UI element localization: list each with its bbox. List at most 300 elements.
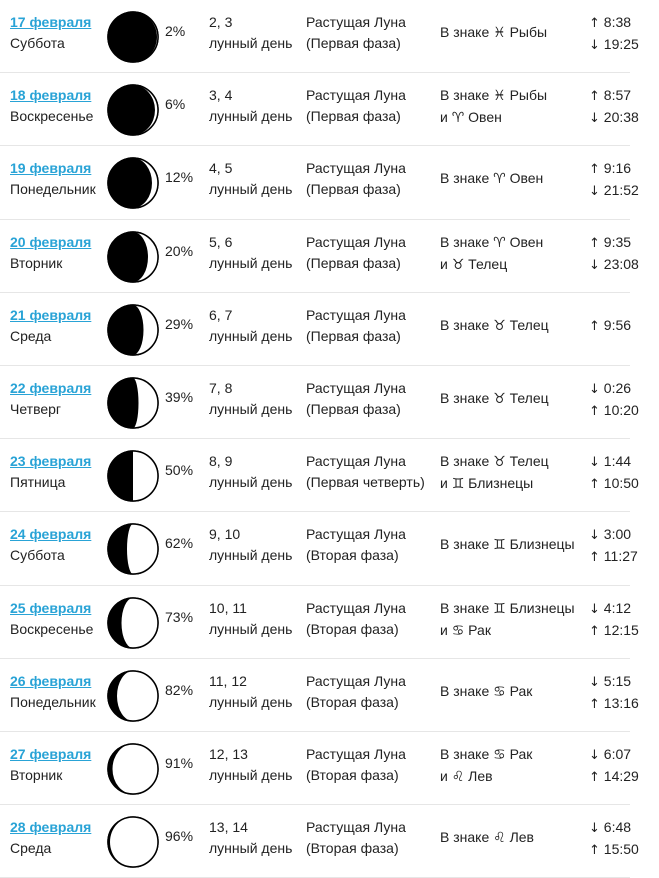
time-value: 23:08 [603,255,639,272]
date-cell [10,158,110,200]
moon-disc [106,83,160,137]
phase-name: (Вторая фаза) [306,840,399,857]
zodiac-symbol-icon: ♋ [493,746,506,763]
moon-state: Растущая Луна [306,87,406,104]
zodiac-prefix: В знаке [440,316,490,333]
lunar-day-label: лунный день [209,35,293,51]
zodiac-symbol-icon: ♋ [493,683,506,700]
table-row-9 [0,586,639,659]
time-value: 20:38 [603,109,639,126]
date-link[interactable]: 28 февраля [10,819,92,836]
moon-phase-cell [306,232,406,274]
moon-disc [106,449,160,503]
arrow-down-icon: ↓ [589,455,600,471]
moonrise-line [589,12,639,34]
moon-phase-icon [106,10,160,64]
illumination-percent: 12% [165,169,194,186]
zodiac-symbol-icon: ♈ [493,171,506,188]
moonset-line [589,34,639,56]
time-value: 8:57 [603,87,632,104]
lunar-day-numbers: 6, 7 [209,306,233,323]
moon-phase-icon [106,230,160,284]
lunar-day-numbers: 8, 9 [209,453,233,470]
rise-set-cell [589,85,639,129]
time-value: 6:07 [603,745,632,762]
zodiac-name: Близнецы [468,475,534,492]
zodiac-prefix: В знаке [440,599,490,616]
rise-set-cell [589,744,639,788]
zodiac-symbol-icon: ♉ [493,317,506,334]
zodiac-name: Телец [509,389,549,406]
moon-disc [106,10,160,64]
moonrise-line [589,85,639,107]
rise-set-cell [589,524,638,568]
moonrise-line [589,839,639,861]
date-cell [10,524,110,566]
time-value: 15:50 [603,841,639,858]
table-row-4 [0,220,639,293]
moonrise-line [589,473,639,495]
time-value: 9:16 [603,160,632,177]
zodiac-name: Лев [468,767,493,784]
date-cell [10,378,110,420]
arrow-up-icon: ↑ [589,550,600,566]
zodiac-prefix: и [440,109,448,126]
zodiac-prefix: В знаке [440,170,490,187]
lunar-day-cell [209,524,292,566]
weekday-label: Среда [10,840,52,857]
moonset-line [589,598,639,620]
moon-lit-part [133,451,158,501]
date-link[interactable]: 24 февраля [10,526,92,543]
zodiac-cell [440,315,549,337]
lunar-day-cell [209,12,292,54]
table-row-3 [0,146,639,219]
moon-state: Растущая Луна [306,160,406,177]
zodiac-line [440,827,534,849]
date-cell [10,817,110,859]
moonrise-line [589,620,639,642]
zodiac-symbol-icon: ♓ [493,25,506,41]
lunar-day-label: лунный день [209,620,293,637]
zodiac-line [440,473,549,495]
zodiac-name: Рыбы [509,87,548,104]
weekday-label: Среда [10,327,52,344]
phase-name: (Первая фаза) [306,108,401,125]
zodiac-cell [440,681,532,703]
lunar-day-numbers: 7, 8 [209,379,233,396]
rise-set-cell [589,598,639,642]
lunar-day-numbers: 5, 6 [209,233,233,250]
time-value: 21:52 [603,182,639,199]
zodiac-prefix: В знаке [440,87,490,104]
lunar-day-numbers: 3, 4 [209,87,233,104]
zodiac-symbol-icon: ♈ [451,110,465,127]
illumination-percent: 20% [165,242,194,259]
lunar-day-numbers: 9, 10 [209,526,241,543]
phase-name: (Вторая фаза) [306,547,399,564]
time-value: 10:50 [603,475,639,492]
zodiac-symbol-icon: ♉ [451,256,465,273]
moon-state: Растущая Луна [306,745,406,762]
zodiac-symbol-icon: ♈ [493,234,506,251]
zodiac-prefix: В знаке [440,682,490,699]
weekday-label: Понедельник [10,181,96,198]
illumination-percent: 39% [165,388,194,405]
zodiac-cell [440,22,547,44]
zodiac-name: Телец [509,453,549,470]
date-link[interactable]: 22 февраля [10,379,92,396]
zodiac-name: Телец [468,255,508,272]
lunar-day-cell [209,305,292,347]
time-value: 3:00 [603,526,632,543]
phase-name: (Первая фаза) [306,400,401,417]
zodiac-name: Близнецы [509,536,575,553]
zodiac-name: Близнецы [509,599,575,616]
zodiac-symbol-icon: ♌ [493,830,506,847]
rise-set-cell [589,671,639,715]
time-value: 9:35 [603,233,632,250]
zodiac-name: Рыбы [509,24,548,40]
time-value: 4:12 [603,599,632,616]
zodiac-line [440,107,547,129]
time-value: 5:15 [603,672,632,689]
moon-phase-cell [306,451,425,493]
date-link[interactable]: 25 февраля [10,599,92,616]
time-value: 19:25 [603,36,639,52]
moonset-line [589,817,639,839]
moon-phase-cell [306,378,406,420]
time-value: 6:48 [603,819,632,836]
phase-name: (Вторая фаза) [306,693,399,710]
moon-phase-cell [306,817,406,859]
moon-phase-cell [306,524,406,566]
date-cell [10,305,110,347]
zodiac-cell [440,534,575,556]
moon-disc [106,815,160,869]
arrow-up-icon: ↑ [589,16,600,31]
lunar-day-label: лунный день [209,693,293,710]
lunar-day-label: лунный день [209,840,293,857]
moon-phase-icon [106,596,160,650]
date-link[interactable]: 23 февраля [10,453,92,470]
arrow-down-icon: ↓ [589,674,600,690]
lunar-day-cell [209,85,292,127]
zodiac-symbol-icon: ♉ [493,390,506,407]
table-row-6 [0,366,639,439]
arrow-down-icon: ↓ [589,38,600,53]
moon-phase-icon [106,303,160,357]
illumination-percent: 6% [165,96,186,113]
lunar-day-cell [209,158,292,200]
zodiac-line [440,766,532,788]
zodiac-name: Рак [509,745,533,762]
illumination-percent: 29% [165,315,194,332]
phase-name: (Первая фаза) [306,35,401,51]
table-row-12 [0,805,639,878]
moon-disc [106,596,160,650]
arrow-down-icon: ↓ [589,601,600,617]
date-link[interactable]: 21 февраля [10,306,92,323]
date-cell [10,451,110,493]
moon-state: Растущая Луна [306,526,406,543]
table-row-8 [0,512,638,585]
lunar-day-cell [209,671,292,713]
date-cell [10,12,110,54]
arrow-up-icon: ↑ [589,235,600,251]
zodiac-cell [440,451,549,495]
moonset-line [589,378,639,400]
table-row-5 [0,293,630,366]
moon-phase-icon [106,376,160,430]
moonset-line [589,671,639,693]
zodiac-line [440,681,532,703]
zodiac-name: Овен [509,170,544,187]
zodiac-symbol-icon: ♊ [451,476,465,493]
zodiac-line [440,534,575,556]
zodiac-line [440,232,543,254]
zodiac-prefix: В знаке [440,745,490,762]
date-link[interactable]: 20 февраля [10,233,92,250]
arrow-up-icon: ↑ [589,318,600,334]
zodiac-cell [440,85,547,129]
rise-set-cell [589,451,639,495]
moon-phase-cell [306,12,406,54]
zodiac-line [440,254,543,276]
zodiac-prefix: В знаке [440,453,490,470]
zodiac-prefix: В знаке [440,389,490,406]
date-link[interactable]: 17 февраля [10,14,92,30]
moonrise-line [589,766,639,788]
phase-name: (Первая четверть) [306,474,425,491]
arrow-down-icon: ↓ [589,747,600,763]
moonset-line [589,107,639,129]
moonrise-line [589,693,639,715]
moon-phase-cell [306,158,406,200]
arrow-up-icon: ↑ [589,162,600,178]
lunar-day-label: лунный день [209,254,293,271]
zodiac-line [440,598,575,620]
arrow-up-icon: ↑ [589,403,600,419]
arrow-up-icon: ↑ [589,696,600,712]
zodiac-line [440,451,549,473]
zodiac-line [440,620,575,642]
arrow-down-icon: ↓ [589,381,600,397]
zodiac-prefix: В знаке [440,536,490,553]
zodiac-name: Лев [509,829,534,846]
lunar-day-cell [209,451,292,493]
moon-disc [106,156,160,210]
time-value: 12:15 [603,621,639,638]
rise-set-cell [589,232,639,276]
time-value: 0:26 [603,379,632,396]
lunar-day-numbers: 13, 14 [209,819,248,836]
date-link[interactable]: 19 февраля [10,160,92,177]
lunar-day-numbers: 10, 11 [209,599,247,616]
weekday-label: Четверг [10,400,62,417]
arrow-down-icon: ↓ [589,821,600,837]
zodiac-prefix: В знаке [440,24,490,40]
moon-phase-cell [306,85,406,127]
lunar-day-label: лунный день [209,181,293,198]
phase-name: (Первая фаза) [306,181,401,198]
zodiac-symbol-icon: ♌ [451,768,465,785]
lunar-day-numbers: 2, 3 [209,14,233,30]
phase-name: (Первая фаза) [306,254,401,271]
date-cell [10,598,110,640]
zodiac-symbol-icon: ♓ [493,88,506,105]
moon-phase-icon [106,156,160,210]
moon-phase-cell [306,305,406,347]
illumination-percent: 91% [165,754,194,771]
moon-state: Растущая Луна [306,453,406,470]
moon-disc [106,742,160,796]
zodiac-cell [440,168,543,190]
arrow-down-icon: ↓ [589,184,600,200]
illumination-percent: 50% [165,462,194,479]
zodiac-cell [440,744,532,788]
moon-state: Растущая Луна [306,14,406,30]
illumination-percent: 73% [165,608,194,625]
moonset-line [589,180,639,202]
zodiac-prefix: и [440,475,448,492]
moon-disc [106,522,160,576]
illumination-percent: 96% [165,828,194,845]
moonrise-line [589,400,639,422]
zodiac-symbol-icon: ♊ [493,600,506,617]
table-row-10 [0,659,639,732]
zodiac-cell [440,827,534,849]
lunar-day-cell [209,378,292,420]
date-cell [10,232,110,274]
weekday-label: Воскресенье [10,108,94,125]
lunar-day-label: лунный день [209,108,293,125]
arrow-up-icon: ↑ [589,623,600,639]
date-link[interactable]: 18 февраля [10,87,92,104]
lunar-day-label: лунный день [209,327,293,344]
phase-name: (Первая фаза) [306,327,401,344]
lunar-day-cell [209,817,292,859]
moonset-line [589,451,639,473]
phase-name: (Вторая фаза) [306,620,399,637]
time-value: 10:20 [603,401,639,418]
zodiac-name: Овен [468,109,502,126]
zodiac-line [440,22,547,44]
table-row-7 [0,439,639,512]
moon-phase-cell [306,744,406,786]
lunar-day-cell [209,232,292,274]
zodiac-cell [440,598,575,642]
date-link[interactable]: 27 февраля [10,745,92,762]
zodiac-cell [440,232,543,276]
arrow-up-icon: ↑ [589,477,600,493]
zodiac-name: Овен [509,233,544,250]
moon-lit-part [127,524,158,574]
moonrise-line [589,232,639,254]
time-value: 13:16 [603,694,639,711]
moon-disc [106,376,160,430]
zodiac-symbol-icon: ♊ [493,537,506,554]
illumination-percent: 82% [165,681,194,698]
lunar-day-cell [209,598,292,640]
zodiac-prefix: и [440,767,448,784]
zodiac-name: Рак [509,682,533,699]
lunar-day-numbers: 4, 5 [209,160,233,177]
moon-phase-icon [106,742,160,796]
moon-lit-part [122,598,158,648]
zodiac-prefix: В знаке [440,829,490,846]
zodiac-line [440,168,543,190]
moonrise-line [589,546,638,568]
weekday-label: Суббота [10,547,65,564]
zodiac-symbol-icon: ♉ [493,454,506,471]
zodiac-line [440,744,532,766]
arrow-up-icon: ↑ [589,769,600,785]
moonrise-line [589,315,631,337]
moonrise-line [589,158,639,180]
zodiac-name: Телец [509,316,549,333]
time-value: 8:38 [603,14,632,30]
illumination-percent: 2% [165,23,186,39]
weekday-label: Пятница [10,474,66,491]
time-value: 14:29 [603,767,639,784]
weekday-label: Понедельник [10,693,96,710]
moonset-line [589,524,638,546]
moon-disc [106,303,160,357]
moon-phase-icon [106,83,160,137]
moon-state: Растущая Луна [306,599,406,616]
date-cell [10,85,110,127]
date-link[interactable]: 26 февраля [10,672,92,689]
weekday-label: Суббота [10,35,65,51]
zodiac-prefix: В знаке [440,233,490,250]
moon-state: Растущая Луна [306,672,406,689]
zodiac-symbol-icon: ♋ [451,622,465,639]
arrow-up-icon: ↑ [589,843,600,859]
date-cell [10,744,110,786]
moon-state: Растущая Луна [306,233,406,250]
phase-name: (Вторая фаза) [306,766,399,783]
zodiac-name: Рак [468,621,491,638]
weekday-label: Вторник [10,766,63,783]
moon-phase-cell [306,671,406,713]
zodiac-line [440,388,549,410]
moonset-line [589,254,639,276]
moon-disc [106,669,160,723]
time-value: 11:27 [603,548,638,565]
lunar-day-cell [209,744,292,786]
moon-state: Растущая Луна [306,819,406,836]
moon-state: Растущая Луна [306,379,406,396]
zodiac-line [440,85,547,107]
zodiac-prefix: и [440,621,448,638]
moon-phase-cell [306,598,406,640]
rise-set-cell [589,158,639,202]
zodiac-cell [440,388,549,410]
moon-phase-icon [106,669,160,723]
rise-set-cell [589,817,639,861]
moon-phase-icon [106,815,160,869]
arrow-down-icon: ↓ [589,257,600,273]
table-row-11 [0,732,639,805]
zodiac-prefix: и [440,255,448,272]
moonset-line [589,744,639,766]
moon-disc [106,230,160,284]
time-value: 1:44 [603,453,632,470]
rise-set-cell [589,315,631,337]
rise-set-cell [589,378,639,422]
moon-phase-icon [106,522,160,576]
